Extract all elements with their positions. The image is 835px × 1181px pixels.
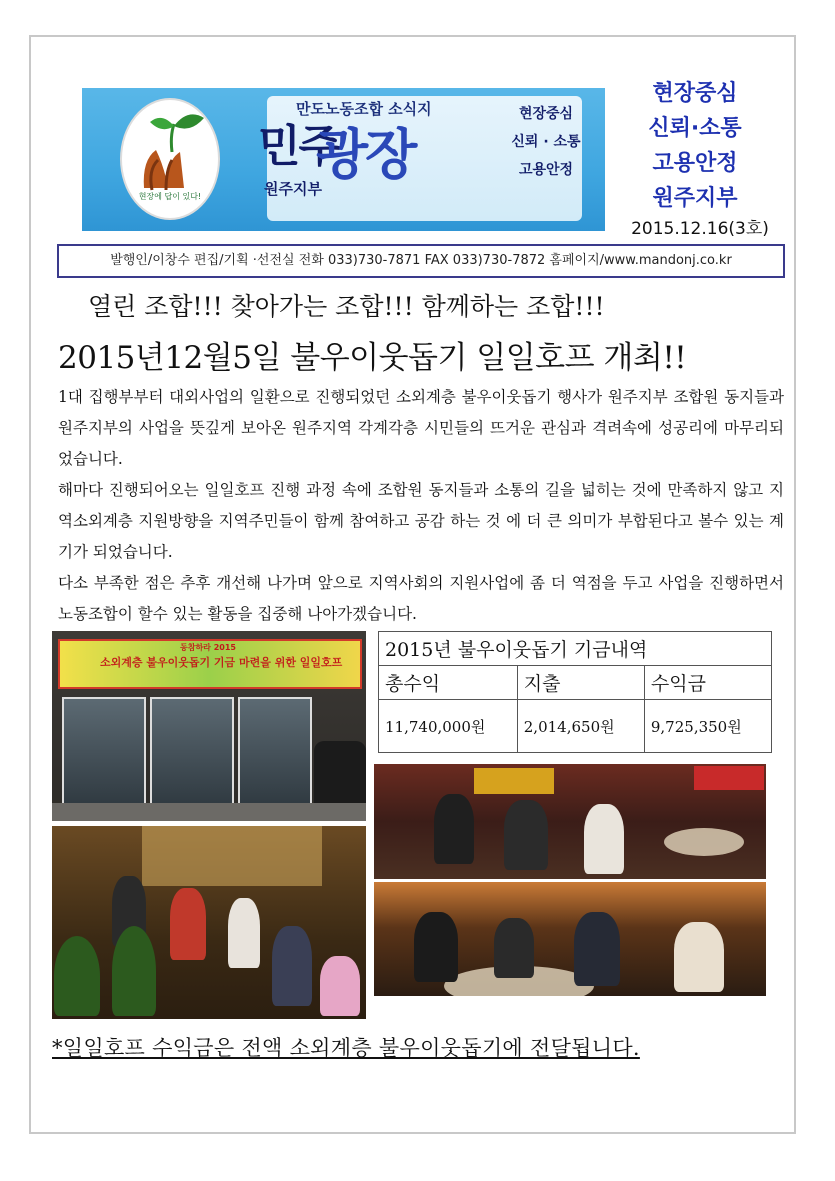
fund-table: [378, 631, 772, 753]
guest-figure: [504, 800, 548, 870]
wall-sign: [474, 768, 554, 794]
banner-slogan-3: 고용안정: [518, 162, 574, 178]
guest-figure: [584, 804, 624, 874]
fund-value-profit: 9,725,350원: [644, 700, 771, 753]
round-table: [664, 828, 744, 856]
guest-figure: [494, 918, 534, 978]
sidewalk: [52, 803, 366, 821]
side-slogan-4: 원주지부: [652, 186, 738, 211]
issue-date: 2015.12.16(3호): [631, 219, 769, 239]
wall-sign: [694, 766, 764, 790]
guest-figure: [674, 922, 724, 992]
photo-storefront: [52, 631, 366, 821]
headline-title: 2015년12월5일 불우이웃돕기 일일호프 개최!!: [58, 340, 687, 376]
fund-table-title: 2015년 불우이웃돕기 기금내역: [379, 632, 772, 666]
guest-figure: [414, 912, 458, 982]
article-paragraph-2: 해마다 진행되어오는 일일호프 진행 과정 속에 조합원 동지들과 소통의 길을 넓히는 것에 만족하지 않고 지역소외계층 지원방향을 지역주민들이 함께 참여하고 공감 하는 것 에 더 큰 의미가 부합된다고 볼수 있는 계기가 되었습니다.: [58, 481, 784, 561]
side-slogan-2: 신뢰·소통: [648, 116, 742, 141]
fund-value-expense: 2,014,650원: [517, 700, 644, 753]
newsletter-subtitle: 만도노동조합 소식지: [296, 100, 432, 118]
headline-slogan: 열린 조합!!! 찾아가는 조합!!! 함께하는 조합!!!: [88, 292, 605, 321]
fund-header-expense: 지출: [517, 666, 644, 700]
side-slogan-3: 고용안정: [652, 151, 738, 176]
article-paragraph-3: 다소 부족한 점은 추후 개선해 나가며 앞으로 지역사회의 지원사업에 좀 더 역점을 두고 사업을 진행하면서 노동조합이 할수 있는 활동을 집중해 나아가겠습니다.: [58, 574, 784, 623]
guest-figure: [272, 926, 312, 1006]
storefront-window: [62, 697, 146, 809]
union-logo: [120, 98, 220, 220]
side-slogan-1: 현장중심: [652, 81, 738, 106]
logo-caption: 현장에 답이 있다!: [138, 192, 202, 201]
storefront-window: [238, 697, 312, 809]
banner-slogans: [500, 100, 592, 184]
newsletter-branch: 원주지부: [264, 180, 322, 198]
potted-plant: [54, 936, 100, 1016]
publisher-info-bar: 발행인/이창수 편집/기획 ·선전실 전화 033)730-7871 FAX 033)730-7872 홈페이지/www.mandonj.co.kr: [57, 244, 785, 278]
sign-main-line: 소외계층 불우이웃돕기 기금 마련을 위한 일일호프: [100, 656, 343, 669]
photo-event-guests-1: [374, 764, 766, 879]
guest-figure: [434, 794, 474, 864]
article-paragraph-1: 1대 집행부부터 대외사업의 일환으로 진행되었던 소외계층 불우이웃돕기 행사가 원주지부 조합원 동지들과 원주지부의 사업을 뜻깊게 보아온 원주지역 각계각층 시민들의 뜨거운 관심과 격려속에 성공리에 마무리되었습니다.: [58, 388, 784, 468]
storefront-window: [150, 697, 234, 809]
potted-plant: [112, 926, 156, 1016]
fund-value-total: 11,740,000원: [379, 700, 518, 753]
fund-header-profit: 수익금: [644, 666, 771, 700]
side-slogans: [622, 76, 768, 216]
newsletter-title-part2: 광장: [316, 123, 415, 186]
guest-figure: [574, 912, 620, 986]
banner-slogan-2: 신뢰 · 소통: [511, 134, 581, 150]
newsletter-title-part1: 민주: [258, 121, 340, 172]
banner-slogan-1: 현장중심: [518, 106, 574, 122]
fund-header-total: 총수익: [379, 666, 518, 700]
guest-figure: [320, 956, 360, 1016]
guest-figure: [170, 888, 206, 960]
photo-event-guests-2: [374, 882, 766, 996]
wall-lights: [142, 826, 322, 886]
footnote: *일일호프 수익금은 전액 소외계층 불우이웃돕기에 전달됩니다.: [52, 1036, 640, 1060]
photo-pub-interior: [52, 826, 366, 1019]
guest-figure: [228, 898, 260, 968]
sign-top-line: 동참하라 2015: [180, 643, 236, 652]
parked-car: [314, 741, 366, 811]
event-banner-sign: [58, 639, 362, 689]
article-body: [58, 382, 784, 630]
